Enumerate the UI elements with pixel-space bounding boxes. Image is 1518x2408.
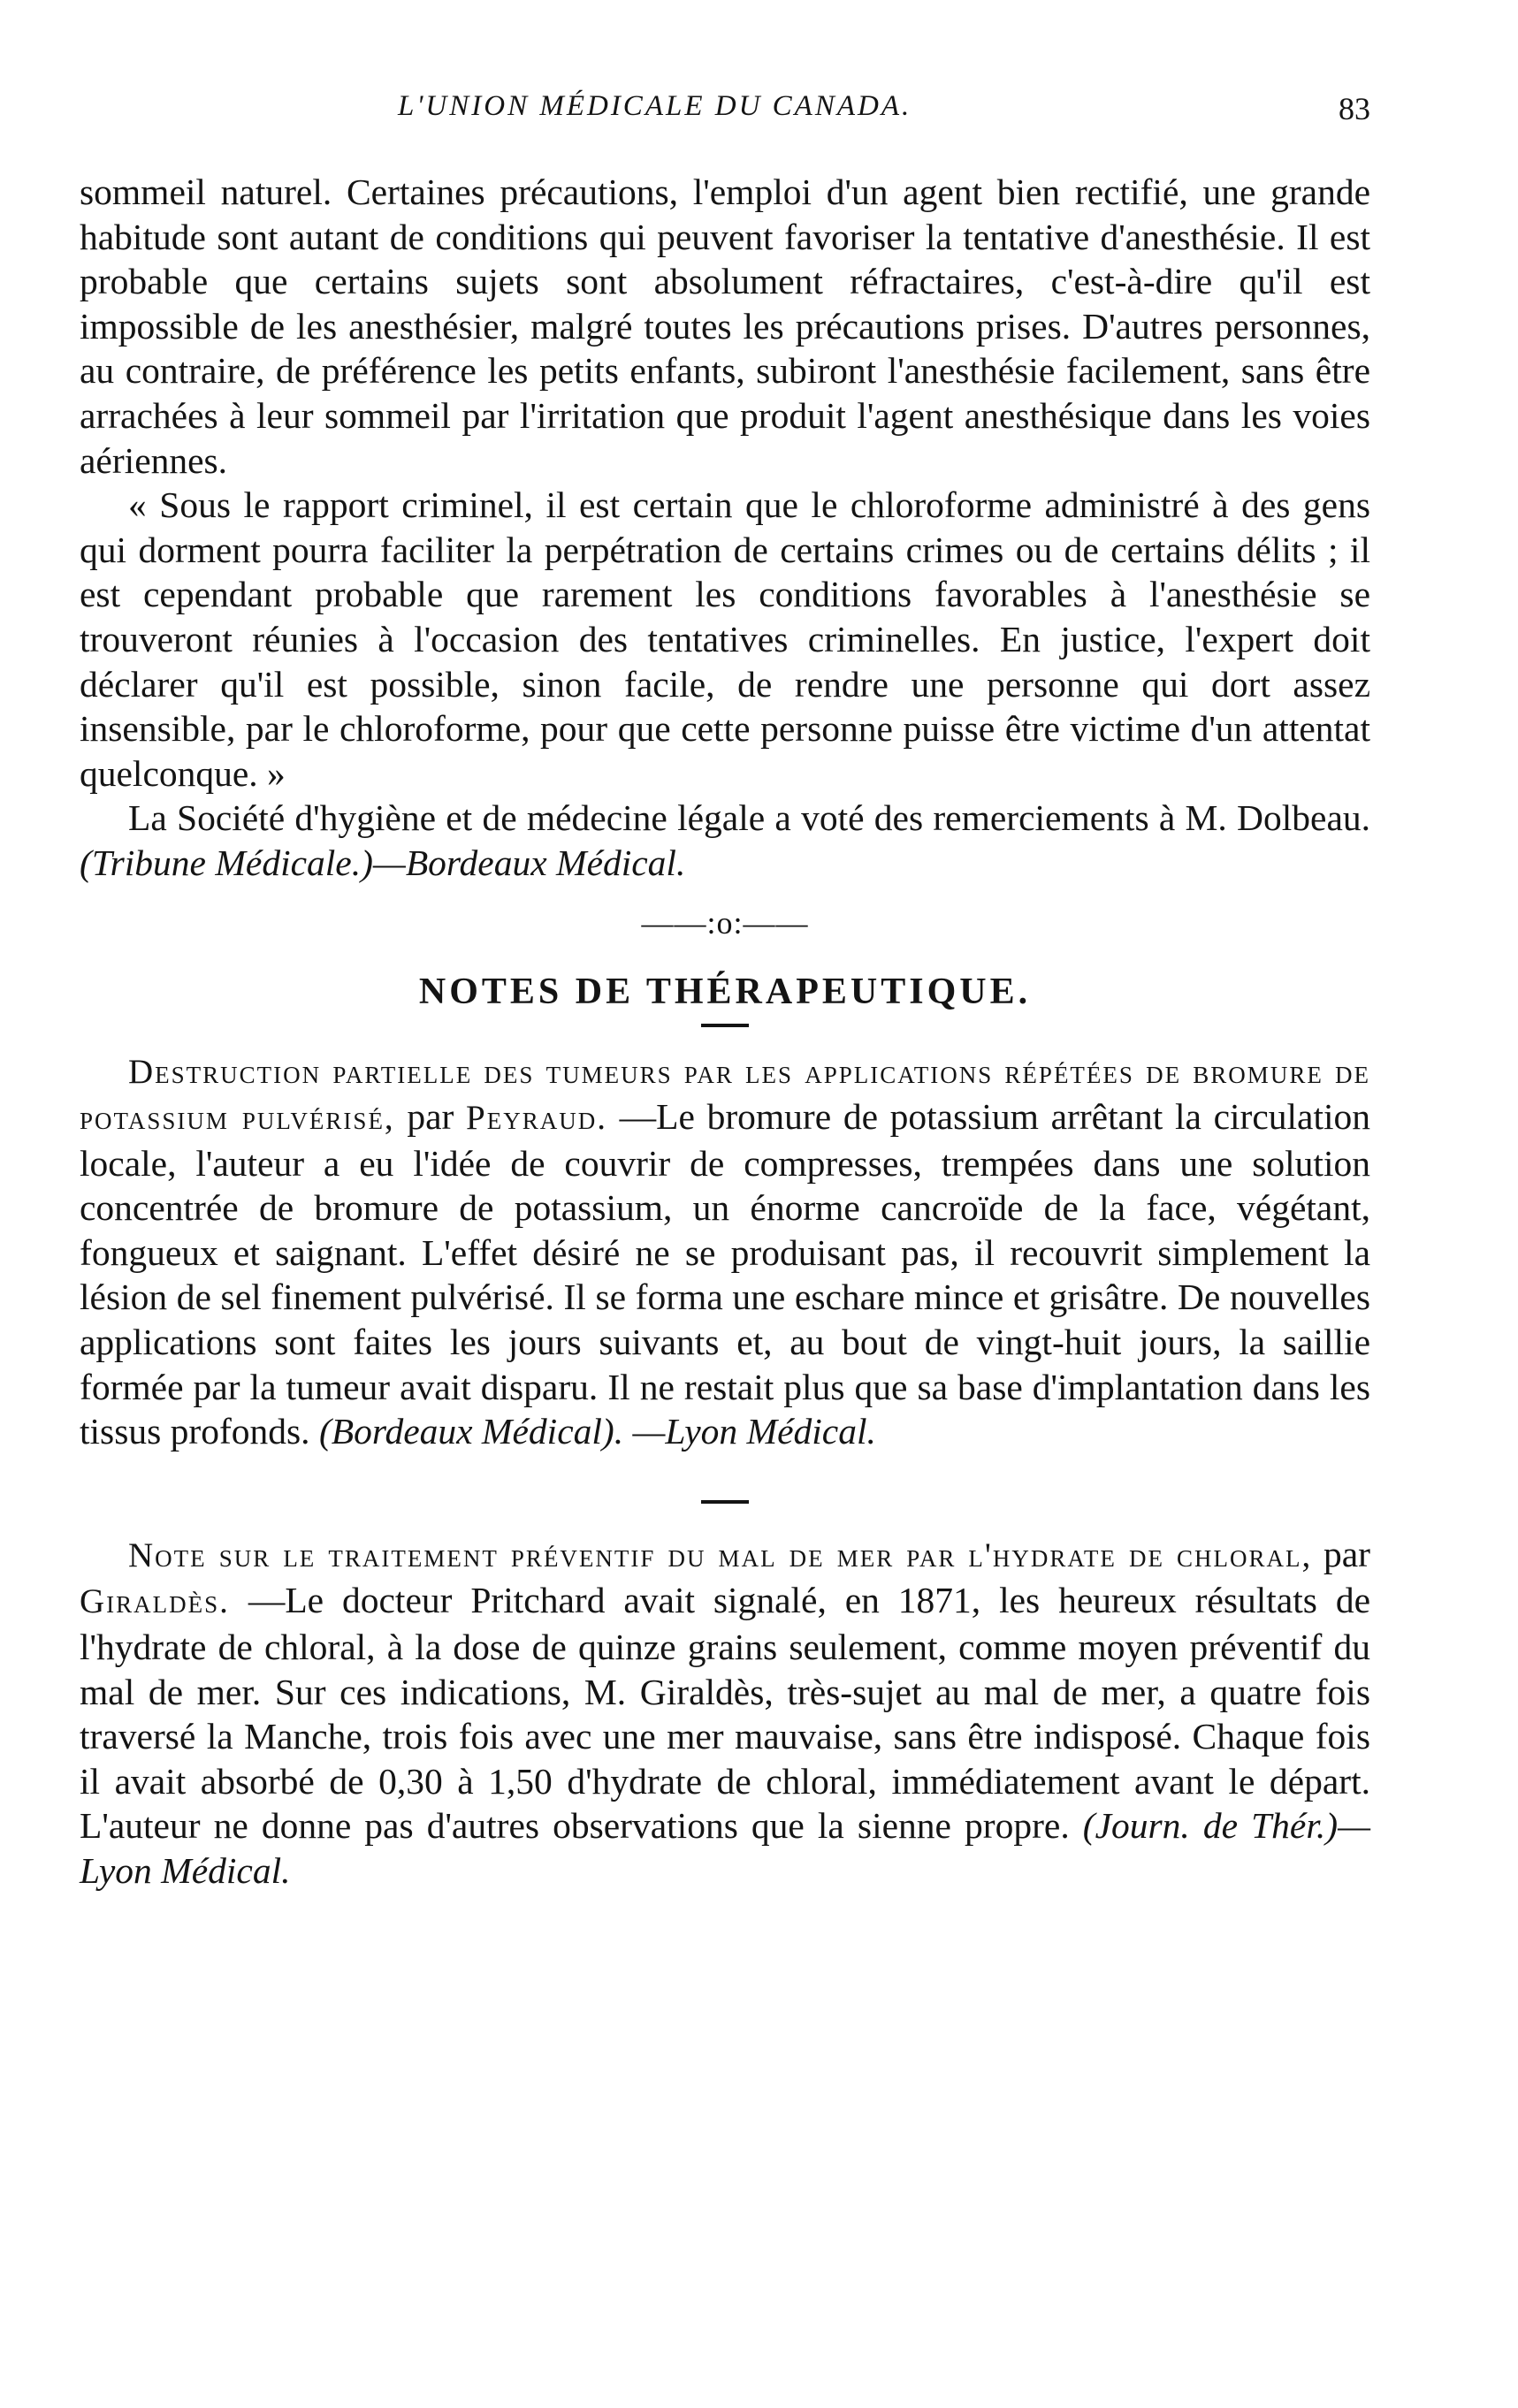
article-heading: Note sur le traitement préventif du mal de mer par l'hydrate de chloral, (128, 1535, 1313, 1574)
title-rule (701, 1024, 749, 1027)
page-number: 83 (1339, 91, 1370, 126)
article-author: Giraldès. (80, 1582, 230, 1621)
closing-paragraph (80, 796, 1370, 885)
article-author-prefix: par (1323, 1533, 1370, 1574)
article-separator (701, 1500, 749, 1504)
article-body: —Le docteur Pritchard avait signalé, en 1871, les heureux résultats de l'hydrate de chloral, à la dose de quinze grains seulement, comme moyen préventif du mal de mer. Sur ces indications, M. Giraldès, très-sujet au mal de mer, a quatre fois traversé la Manche, trois fois avec une mer mauvaise, sans être indisposé. Chaque fois il avait absorbé de 0,30 à 1,50 d'hydrate de chloral, immédiatement avant le départ. L'auteur ne donne pas d'autres observations que la sienne propre. (80, 1580, 1370, 1847)
intro-paragraph: sommeil naturel. Certaines précautions, l'emploi d'un agent bien rectifié, une grande habitude sont autant de conditions qui peuvent favoriser la tentative d'anesthésie. Il est probable que certains sujets sont absolument réfractaires, c'est-à-dire qu'il est impossible de les anesthésier, malgré toutes les précautions prises. D'autres personnes, au contraire, de préférence les petits enfants, subiront l'anesthésie facilement, sans être arrachées à leur sommeil par l'irritation que produit l'agent anesthésique dans les voies aériennes. (80, 171, 1370, 481)
article-chloral (80, 1532, 1370, 1894)
section-divider: ——:o:—— (641, 904, 809, 941)
article-author: Peyraud. (466, 1099, 607, 1138)
section-title: NOTES DE THÉRAPEUTIQUE. (418, 971, 1032, 1012)
article-source: (Bordeaux Médical). (318, 1411, 624, 1452)
article-body: —Le bromure de potassium arrêtant la circulation locale, l'auteur a eu l'idée de couvrir de compresses, trempées dans une solution concentrée de bromure de potassium, un énorme cancroïde de la face, végétant, fongueux et saignant. L'effet désiré ne se produisant pas, il recouvrit simplement la lésion de sel finement pulvérisé. Il se forma une eschare mince et grisâtre. De nouvelles applications sont faites les jours suivants et, au bout de vingt-huit jours, la saillie formée par la tumeur avait disparu. Il ne restait plus que sa base d'implantation dans les tissus profonds. (80, 1096, 1371, 1452)
article-heading: Destruction partielle des tumeurs par les applications répétées de bromure de potassium pulvérisé, (80, 1052, 1370, 1138)
quote-paragraph: « Sous le rapport criminel, il est certain que le chloroforme administré à des gens qui dorment pourra faciliter la perpétration de certains crimes ou de certains délits ; il est cependant probable que rarement les conditions favorables à l'anesthésie se trouveront réunies à l'occasion des tentatives criminelles. En justice, l'expert doit déclarer qu'il est possible, sinon facile, de rendre une personne qui dort assez insensible, par le chloroforme, pour que cette personne puisse être victime d'un attentat quelconque. » (80, 484, 1370, 794)
running-header (80, 81, 1370, 134)
article-bromure (80, 1048, 1370, 1454)
closing-text: La Société d'hygiène et de médecine légale a voté des remerciements à M. Dolbeau. (128, 797, 1370, 839)
article-author-prefix: par (407, 1096, 454, 1138)
page (80, 81, 1370, 1894)
article-source: (Journ. de Thér.)—Lyon Médical. (80, 1805, 1370, 1891)
closing-source: (Tribune Médicale.)—Bordeaux Médical. (80, 842, 686, 883)
journal-title: L'UNION MÉDICALE DU CANADA. (398, 90, 912, 122)
article-source-2: —Lyon Médical. (632, 1411, 876, 1452)
